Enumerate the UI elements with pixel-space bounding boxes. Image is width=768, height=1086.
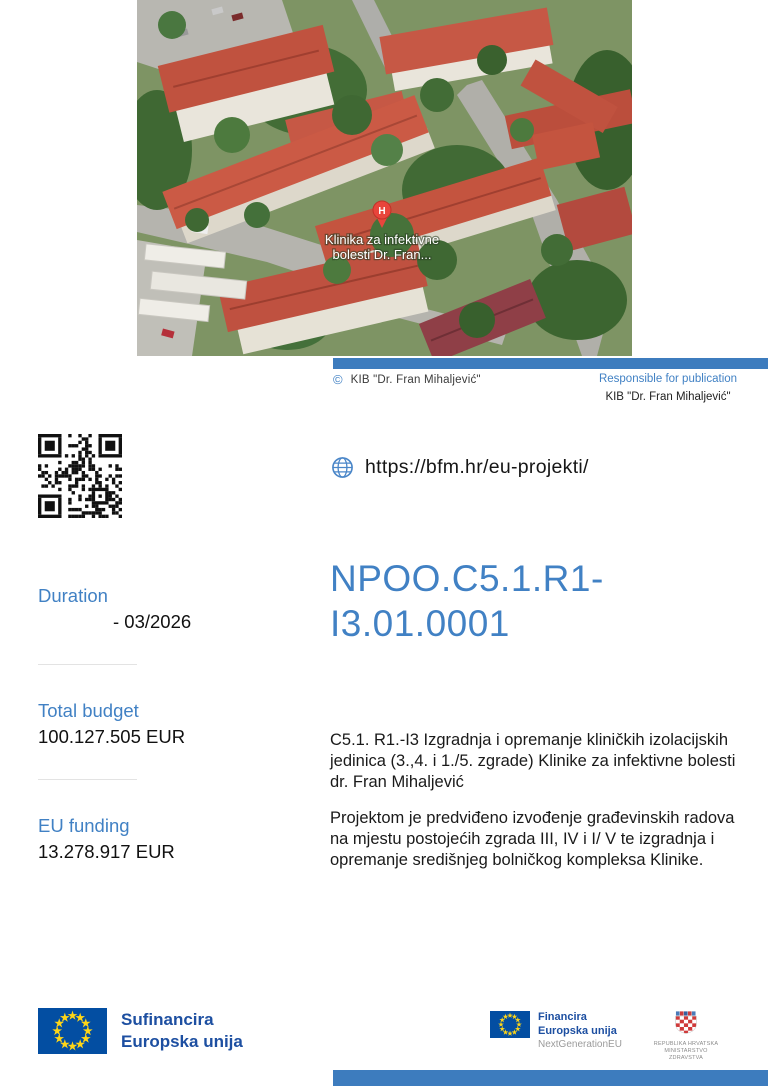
eu-cofinanced-logo [38,1008,243,1054]
photo-credit-text: KIB "Dr. Fran Mihaljević" [350,373,481,386]
responsible-for-publication-block [583,373,753,403]
photo-credit [333,373,481,386]
ministry-line2: MINISTARSTVO ZDRAVSTVA [664,1048,708,1061]
map-marker-letter: H [378,206,386,217]
duration-value: - 03/2026 [113,611,192,632]
map-label-line2: bolesti Dr. Fran... [332,247,432,262]
duration-label: Duration [38,585,108,606]
divider-line [38,779,137,780]
fact-total-budget [38,699,308,748]
top-divider-bar [333,358,768,369]
financed-line1: Financira [538,1011,587,1023]
website-url[interactable]: https://bfm.hr/eu-projekti/ [365,456,589,478]
qr-code-icon [38,434,122,518]
croatian-coat-of-arms-icon [673,1010,699,1036]
responsible-label: Responsible for publication [598,373,738,385]
copyright-icon: © [333,372,343,387]
project-paragraph-2: Projektom je predviđeno izvođenje građevinskih radova na mjestu postojećih zgrada III, IV i I/ V te izgradnja i opremanje središnjeg bolničkog kompleksa Klinike. [330,809,735,869]
ministry-line1: REPUBLIKA HRVATSKA [653,1041,719,1047]
fact-eu-funding [38,814,308,863]
project-paragraph-1: C5.1. R1.-I3 Izgradnja i opremanje kliničkih izolacijskih jedinica (3.,4. i 1./5. zgrade) Klinike za infektivne bolesti dr. Fran Mihaljević [330,731,736,791]
croatia-ministry-logo [648,1010,724,1062]
eu-financed-text [538,1011,622,1052]
total-budget-label: Total budget [38,700,139,721]
total-budget-value: 100.127.505 EUR [38,726,186,747]
cofinanced-line1: Sufinancira [121,1010,214,1029]
cofinanced-line2: Europska unija [121,1032,243,1051]
project-code-title: NPOO.C5.1.R1-I3.01.0001 [330,558,604,644]
bottom-divider-bar [333,1070,768,1086]
eu-funding-label: EU funding [38,815,130,836]
qr-code [38,434,122,518]
website-row [331,456,589,479]
aerial-photo [137,0,632,356]
map-label-line1: Klinika za infektivne [324,232,440,247]
fact-duration [38,584,308,633]
nextgenerationeu-label: NextGenerationEU [538,1039,622,1050]
eu-cofinanced-text [121,1009,243,1053]
divider-line [38,664,137,665]
eu-flag-icon [490,1011,530,1038]
eu-nextgeneration-logo [490,1011,622,1052]
responsible-value: KIB "Dr. Fran Mihaljević" [605,391,731,403]
project-description [330,730,738,886]
globe-icon [331,456,354,479]
financed-line2: Europska unija [538,1024,617,1037]
eu-funding-value: 13.278.917 EUR [38,841,175,862]
eu-flag-icon [38,1008,107,1054]
aerial-photo-illustration [137,0,632,356]
